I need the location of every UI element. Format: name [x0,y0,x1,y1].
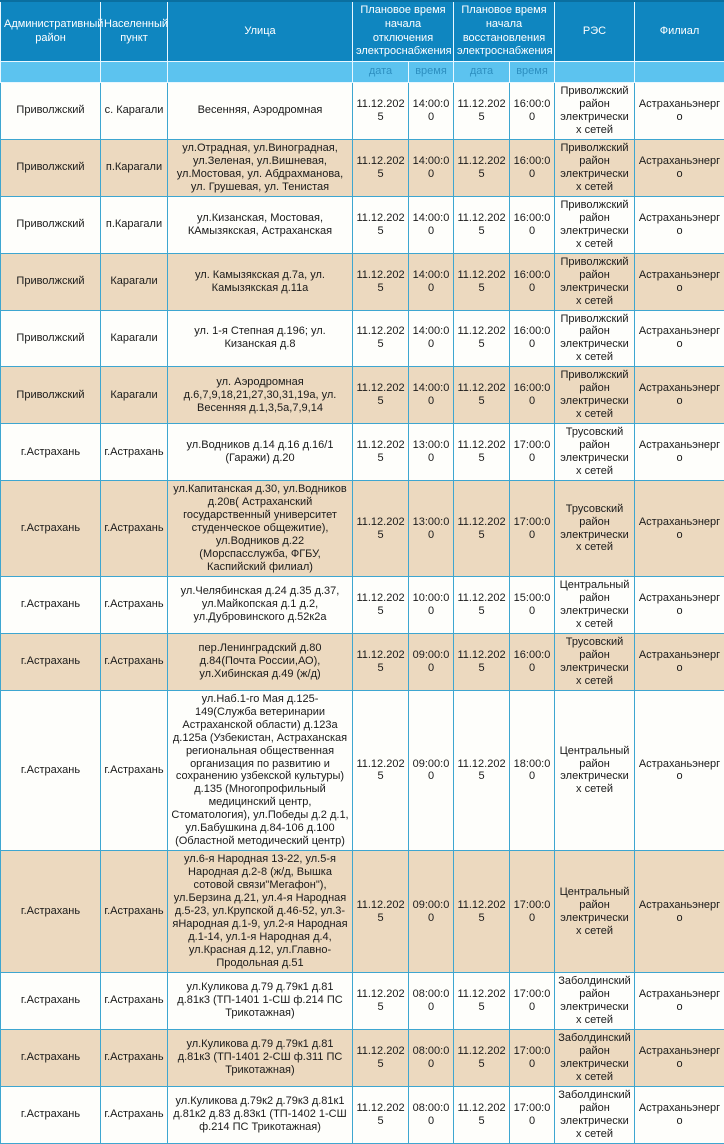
cell-street: ул.Куликова д.79 д.79к1 д.81 д.81к3 (ТП-1401 2-СШ ф.311 ПС Трикотажная) [168,1029,353,1086]
subheader-empty [1,62,101,83]
cell-settlement: г.Астрахань [101,973,168,1030]
cell-street: ул.Водников д.14 д.16 д.16/1 (Гаражи) д.20 [168,424,353,481]
table-header [1,1,724,83]
cell-street: ул.Куликова д.79к2 д.79к3 д.81к1 д.81к2 д.83 д.83к1 (ТП-1402 1-СШ ф.214 ПС Трикотажная) [168,1086,353,1143]
cell-on-date: 11.12.2025 [454,576,510,633]
cell-off-date: 11.12.2025 [353,690,409,851]
cell-branch: Астраханьэнерго [635,1029,724,1086]
cell-off-time: 14:00:00 [409,83,454,140]
cell-branch: Астраханьэнерго [635,690,724,851]
cell-off-date: 11.12.2025 [353,310,409,367]
header-settlement: Населенный пункт [101,1,168,62]
cell-on-time: 17:00:00 [510,851,555,973]
cell-on-date: 11.12.2025 [454,973,510,1030]
header-row [1,1,724,62]
cell-on-time: 16:00:00 [510,83,555,140]
cell-branch: Астраханьэнерго [635,424,724,481]
subheader-off-time: время [409,62,454,83]
cell-street: ул.6-я Народная 13-22, ул.5-я Народная д.2-8 (ж/д, Вышка сотовой связи"Мегафон"), ул.Берзина д.21, ул.4-я Народная д.5-23, ул.Крупской д.46-52, ул.3-яНародная д.1-9, ул.2-я Народная д.1-14, ул.1-я Народная д.4, ул.Красная д.12, ул.Главно-Продольная д.51 [168,851,353,973]
cell-off-date: 11.12.2025 [353,367,409,424]
cell-street: ул.Челябинская д.24 д.35 д.37, ул.Майкопская д.1 д.2, ул.Дубровинского д.52к2а [168,576,353,633]
cell-on-time: 17:00:00 [510,973,555,1030]
cell-settlement: Карагали [101,367,168,424]
cell-on-date: 11.12.2025 [454,690,510,851]
cell-branch: Астраханьэнерго [635,83,724,140]
cell-on-time: 16:00:00 [510,196,555,253]
cell-off-date: 11.12.2025 [353,973,409,1030]
cell-street: пер.Ленинградский д.80 д.84(Почта России,АО), ул.Хибинская д.49 (ж/д) [168,633,353,690]
cell-settlement: г.Астрахань [101,576,168,633]
cell-district: Приволжский [1,139,101,196]
table-row [1,633,724,690]
cell-branch: Астраханьэнерго [635,253,724,310]
cell-branch: Астраханьэнерго [635,973,724,1030]
table-row [1,973,724,1030]
cell-district: г.Астрахань [1,576,101,633]
cell-off-time: 13:00:00 [409,481,454,577]
cell-branch: Астраханьэнерго [635,576,724,633]
cell-off-time: 09:00:00 [409,851,454,973]
cell-district: г.Астрахань [1,481,101,577]
cell-off-time: 09:00:00 [409,633,454,690]
subheader-empty [635,62,724,83]
cell-off-date: 11.12.2025 [353,196,409,253]
table-row [1,310,724,367]
cell-res: Приволжский район электрических сетей [555,310,635,367]
cell-district: Приволжский [1,310,101,367]
cell-street: ул.Наб.1-го Мая д.125-149(Служба ветеринарии Астраханской области) д.123а д.125а (Узбекистан, Астраханская региональная общественная организация по развитию и сохранению узбекской культуры) д.135 (Многопрофильный медицинский центр, Стоматология), ул.Победы д.2 д.1, ул.Бабушкина д.84-106 д.100 (Областной методический центр) [168,690,353,851]
subheader-on-date: дата [454,62,510,83]
cell-branch: Астраханьэнерго [635,139,724,196]
cell-street: ул.Куликова д.79 д.79к1 д.81 д.81к3 (ТП-1401 1-СШ ф.214 ПС Трикотажная) [168,973,353,1030]
cell-district: Приволжский [1,83,101,140]
cell-on-date: 11.12.2025 [454,83,510,140]
cell-res: Трусовский район электрических сетей [555,633,635,690]
header-restore-start: Плановое время начала восстановления электроснабжения [454,1,555,62]
subheader-empty [555,62,635,83]
cell-off-time: 14:00:00 [409,253,454,310]
cell-district: Приволжский [1,367,101,424]
table-row [1,367,724,424]
cell-off-date: 11.12.2025 [353,1086,409,1143]
cell-settlement: г.Астрахань [101,424,168,481]
cell-res: Приволжский район электрических сетей [555,139,635,196]
subheader-empty [101,62,168,83]
cell-branch: Астраханьэнерго [635,481,724,577]
table-row [1,253,724,310]
cell-street: Весенняя, Аэродромная [168,83,353,140]
cell-res: Приволжский район электрических сетей [555,253,635,310]
cell-district: Приволжский [1,253,101,310]
subheader-empty [168,62,353,83]
cell-on-time: 17:00:00 [510,424,555,481]
cell-off-time: 08:00:00 [409,973,454,1030]
cell-res: Заболдинский район электрических сетей [555,973,635,1030]
cell-settlement: Карагали [101,253,168,310]
subheader-row [1,62,724,83]
cell-branch: Астраханьэнерго [635,633,724,690]
cell-settlement: п.Карагали [101,196,168,253]
cell-on-time: 16:00:00 [510,253,555,310]
cell-res: Трусовский район электрических сетей [555,481,635,577]
cell-on-time: 15:00:00 [510,576,555,633]
cell-off-time: 09:00:00 [409,690,454,851]
cell-off-time: 14:00:00 [409,139,454,196]
cell-on-time: 18:00:00 [510,690,555,851]
cell-on-time: 16:00:00 [510,310,555,367]
cell-off-time: 08:00:00 [409,1086,454,1143]
cell-street: ул. 1-я Степная д.196; ул. Кизанская д.8 [168,310,353,367]
cell-settlement: г.Астрахань [101,1029,168,1086]
cell-on-date: 11.12.2025 [454,196,510,253]
cell-on-date: 11.12.2025 [454,1086,510,1143]
cell-res: Приволжский район электрических сетей [555,83,635,140]
cell-off-time: 08:00:00 [409,1029,454,1086]
table-row [1,424,724,481]
cell-street: ул.Капитанская д.30, ул.Водников д.20в( Астраханский государственный университет студенческое общежитие), ул.Водников д.22 (Морспасслужба, ФГБУ, Каспийский филиал) [168,481,353,577]
cell-branch: Астраханьэнерго [635,851,724,973]
cell-street: ул. Аэродромная д.6,7,9,18,21,27,30,31,19а, ул. Весенняя д.1,3,5а,7,9,14 [168,367,353,424]
cell-street: ул.Отрадная, ул.Виноградная, ул.Зеленая, ул.Вишневая, ул.Мостовая, ул. Абдрахманова, ул. Грушевая, ул. Тенистая [168,139,353,196]
cell-settlement: г.Астрахань [101,1086,168,1143]
cell-district: г.Астрахань [1,851,101,973]
cell-off-date: 11.12.2025 [353,253,409,310]
cell-district: г.Астрахань [1,690,101,851]
subheader-off-date: дата [353,62,409,83]
cell-settlement: г.Астрахань [101,481,168,577]
cell-on-date: 11.12.2025 [454,139,510,196]
cell-off-time: 13:00:00 [409,424,454,481]
header-street: Улица [168,1,353,62]
subheader-on-time: время [510,62,555,83]
cell-res: Центральный район электрических сетей [555,576,635,633]
cell-on-date: 11.12.2025 [454,253,510,310]
cell-branch: Астраханьэнерго [635,1086,724,1143]
cell-off-date: 11.12.2025 [353,1029,409,1086]
cell-on-time: 17:00:00 [510,481,555,577]
cell-off-date: 11.12.2025 [353,139,409,196]
cell-district: г.Астрахань [1,973,101,1030]
cell-off-time: 14:00:00 [409,310,454,367]
cell-off-date: 11.12.2025 [353,576,409,633]
header-outage-start: Плановое время начала отключения электроснабжения [353,1,454,62]
cell-on-date: 11.12.2025 [454,424,510,481]
cell-street: ул.Кизанская, Мостовая, КАмызякская, Астраханская [168,196,353,253]
table-row [1,1086,724,1143]
cell-res: Центральный район электрических сетей [555,690,635,851]
table-row [1,851,724,973]
cell-off-date: 11.12.2025 [353,424,409,481]
cell-off-date: 11.12.2025 [353,481,409,577]
cell-on-date: 11.12.2025 [454,851,510,973]
cell-res: Приволжский район электрических сетей [555,196,635,253]
header-admin-district: Административный район [1,1,101,62]
cell-off-date: 11.12.2025 [353,633,409,690]
cell-on-time: 17:00:00 [510,1086,555,1143]
cell-on-date: 11.12.2025 [454,1029,510,1086]
cell-on-time: 16:00:00 [510,633,555,690]
table-row [1,139,724,196]
cell-on-time: 17:00:00 [510,1029,555,1086]
cell-off-time: 14:00:00 [409,367,454,424]
cell-res: Трусовский район электрических сетей [555,424,635,481]
cell-res: Заболдинский район электрических сетей [555,1086,635,1143]
cell-res: Приволжский район электрических сетей [555,367,635,424]
table-row [1,690,724,851]
cell-on-time: 16:00:00 [510,139,555,196]
table-row [1,481,724,577]
cell-settlement: с. Карагали [101,83,168,140]
cell-district: г.Астрахань [1,424,101,481]
table-row [1,83,724,140]
cell-res: Заболдинский район электрических сетей [555,1029,635,1086]
cell-settlement: г.Астрахань [101,690,168,851]
cell-settlement: п.Карагали [101,139,168,196]
cell-on-time: 16:00:00 [510,367,555,424]
cell-settlement: г.Астрахань [101,851,168,973]
cell-district: г.Астрахань [1,1029,101,1086]
cell-branch: Астраханьэнерго [635,310,724,367]
cell-off-date: 11.12.2025 [353,851,409,973]
cell-district: г.Астрахань [1,633,101,690]
cell-off-time: 10:00:00 [409,576,454,633]
table-row [1,576,724,633]
cell-settlement: Карагали [101,310,168,367]
cell-street: ул. Камызякская д.7а, ул. Камызякская д.11а [168,253,353,310]
cell-branch: Астраханьэнерго [635,367,724,424]
table-body [1,83,724,1144]
cell-on-date: 11.12.2025 [454,367,510,424]
cell-off-date: 11.12.2025 [353,83,409,140]
table-row [1,1029,724,1086]
header-res: РЭС [555,1,635,62]
cell-res: Центральный район электрических сетей [555,851,635,973]
cell-branch: Астраханьэнерго [635,196,724,253]
cell-off-time: 14:00:00 [409,196,454,253]
cell-district: г.Астрахань [1,1086,101,1143]
cell-district: Приволжский [1,196,101,253]
table-row [1,196,724,253]
cell-settlement: г.Астрахань [101,633,168,690]
cell-on-date: 11.12.2025 [454,481,510,577]
cell-on-date: 11.12.2025 [454,310,510,367]
cell-on-date: 11.12.2025 [454,633,510,690]
header-branch: Филиал [635,1,724,62]
